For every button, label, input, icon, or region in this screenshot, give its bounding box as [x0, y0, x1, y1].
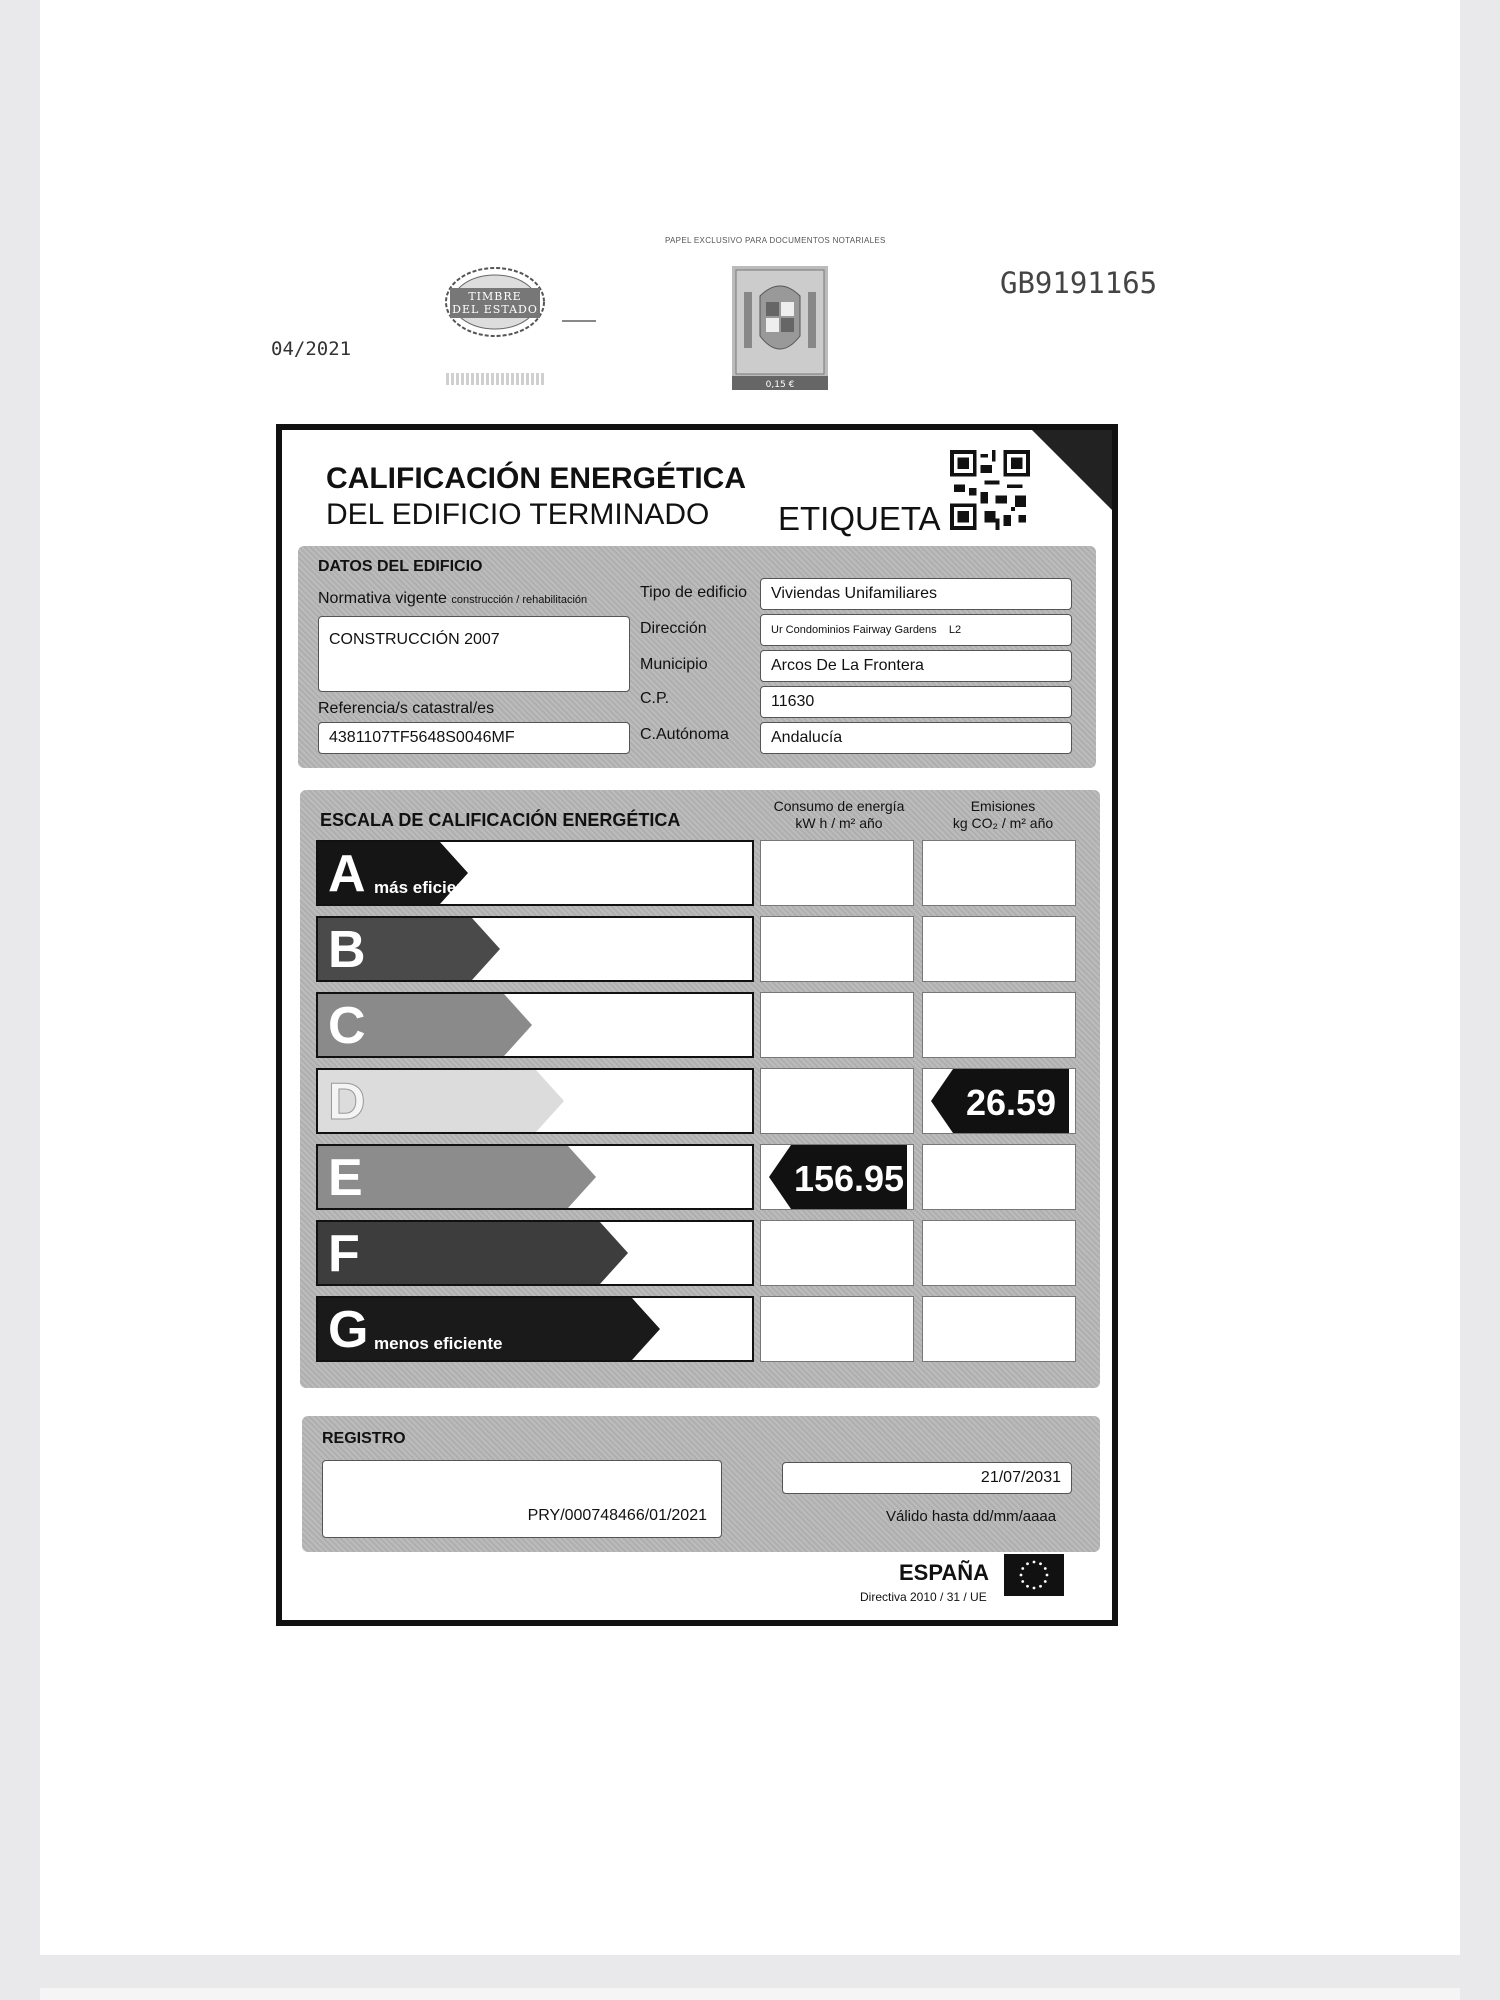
normativa-field: CONSTRUCCIÓN 2007: [318, 616, 630, 692]
registro-number-field: [322, 1460, 722, 1538]
notary-serial-number: GB9191165: [1000, 266, 1158, 300]
energy-band-b: [316, 916, 754, 982]
consumo-cell-c: [760, 992, 914, 1058]
registro-number: PRY/000748466/01/2021: [527, 1507, 707, 1524]
municipio-field: Arcos De La Frontera: [760, 650, 1072, 682]
emisiones-cell-b: [922, 916, 1076, 982]
energy-band-d: [316, 1068, 754, 1134]
registro-panel: [302, 1416, 1100, 1552]
escala-section-title: ESCALA DE CALIFICACIÓN ENERGÉTICA: [320, 810, 681, 830]
label-title: CALIFICACIÓN ENERGÉTICA: [326, 462, 746, 495]
consumo-value: 156.95: [793, 1158, 905, 1199]
timbre-stamp: [444, 266, 546, 338]
energy-band-e: [316, 1144, 754, 1210]
consumo-column-header: Consumo de energía kW h / m² año: [773, 798, 905, 831]
label-subtitle: DEL EDIFICIO TERMINADO: [326, 498, 710, 531]
band-letter: F: [328, 1225, 360, 1283]
datos-edificio-panel: [298, 546, 1096, 768]
band-letter: E: [328, 1149, 363, 1207]
consumo-cell-b: [760, 916, 914, 982]
directive-label: Directiva 2010 / 31 / UE: [860, 1590, 987, 1604]
svg-text:DEL ESTADO: DEL ESTADO: [452, 303, 538, 316]
band-caption: menos eficiente: [374, 1334, 503, 1353]
emisiones-cell-a: [922, 840, 1076, 906]
energy-band-a: [316, 840, 754, 906]
consumo-cell-f: [760, 1220, 914, 1286]
band-letter: C: [328, 997, 366, 1055]
emisiones-cell-e: [922, 1144, 1076, 1210]
notary-date: 04/2021: [271, 338, 352, 360]
band-letter: D: [328, 1073, 366, 1131]
energy-band-g: [316, 1296, 754, 1362]
next-page-edge: [40, 1988, 1460, 2000]
stamp-smudge: [446, 373, 546, 385]
label-etiqueta: ETIQUETA: [778, 500, 941, 537]
autonoma-label: C.Autónoma: [640, 726, 729, 743]
direccion-field: Ur Condominios Fairway Gardens L2: [760, 614, 1072, 646]
referencia-label: Referencia/s catastral/es: [318, 700, 495, 717]
emisiones-cell-f: [922, 1220, 1076, 1286]
valid-date-field: [782, 1462, 1072, 1494]
normativa-label: Normativa vigente construcción / rehabilitación: [318, 590, 588, 607]
consumo-cell-g: [760, 1296, 914, 1362]
band-letter: A: [328, 845, 366, 903]
label-corner: [1032, 430, 1112, 510]
svg-text:0,15 €: 0,15 €: [765, 380, 795, 390]
country-label: ESPAÑA: [899, 1560, 990, 1585]
coat-of-arms-seal: [732, 266, 828, 390]
datos-section-title: DATOS DEL EDIFICIO: [318, 558, 483, 575]
band-letter: G: [328, 1301, 369, 1359]
energy-band-f: [316, 1220, 754, 1286]
qr-code-icon: [950, 450, 1030, 530]
autonoma-field: Andalucía: [760, 722, 1072, 754]
tipo-label: Tipo de edificio: [640, 584, 748, 601]
emisiones-column-header: Emisiones kg CO₂ / m² año: [952, 798, 1054, 831]
emisiones-cell-d: [922, 1068, 1076, 1134]
consumo-cell-e: [760, 1144, 914, 1210]
consumo-cell-a: [760, 840, 914, 906]
energy-label: [276, 424, 1118, 1626]
eu-flag-icon: [1004, 1554, 1064, 1596]
cp-label: C.P.: [640, 690, 670, 707]
consumo-value-tag: [769, 1145, 907, 1209]
emisiones-value-tag: [931, 1069, 1069, 1133]
cp-field: 11630: [760, 686, 1072, 718]
band-arrow-f: [318, 1222, 638, 1284]
dash-mark: [562, 320, 596, 322]
emisiones-value: 26.59: [965, 1082, 1057, 1123]
tipo-field: Viviendas Unifamiliares: [760, 578, 1072, 610]
energy-band-c: [316, 992, 754, 1058]
svg-text:TIMBRE: TIMBRE: [468, 290, 522, 303]
notary-paper-note: PAPEL EXCLUSIVO PARA DOCUMENTOS NOTARIALES: [665, 236, 886, 245]
consumo-cell-d: [760, 1068, 914, 1134]
municipio-label: Municipio: [640, 656, 708, 673]
escala-panel: [300, 790, 1100, 1388]
valid-label: Válido hasta dd/mm/aaaa: [886, 1508, 1057, 1525]
band-caption: más eficiente: [374, 878, 482, 897]
referencia-field: 4381107TF5648S0046MF: [318, 722, 630, 754]
direccion-label: Dirección: [640, 620, 707, 637]
valid-date: 21/07/2031: [980, 1469, 1061, 1486]
emisiones-cell-g: [922, 1296, 1076, 1362]
emisiones-cell-c: [922, 992, 1076, 1058]
registro-section-title: REGISTRO: [322, 1430, 406, 1447]
band-letter: B: [328, 921, 366, 979]
